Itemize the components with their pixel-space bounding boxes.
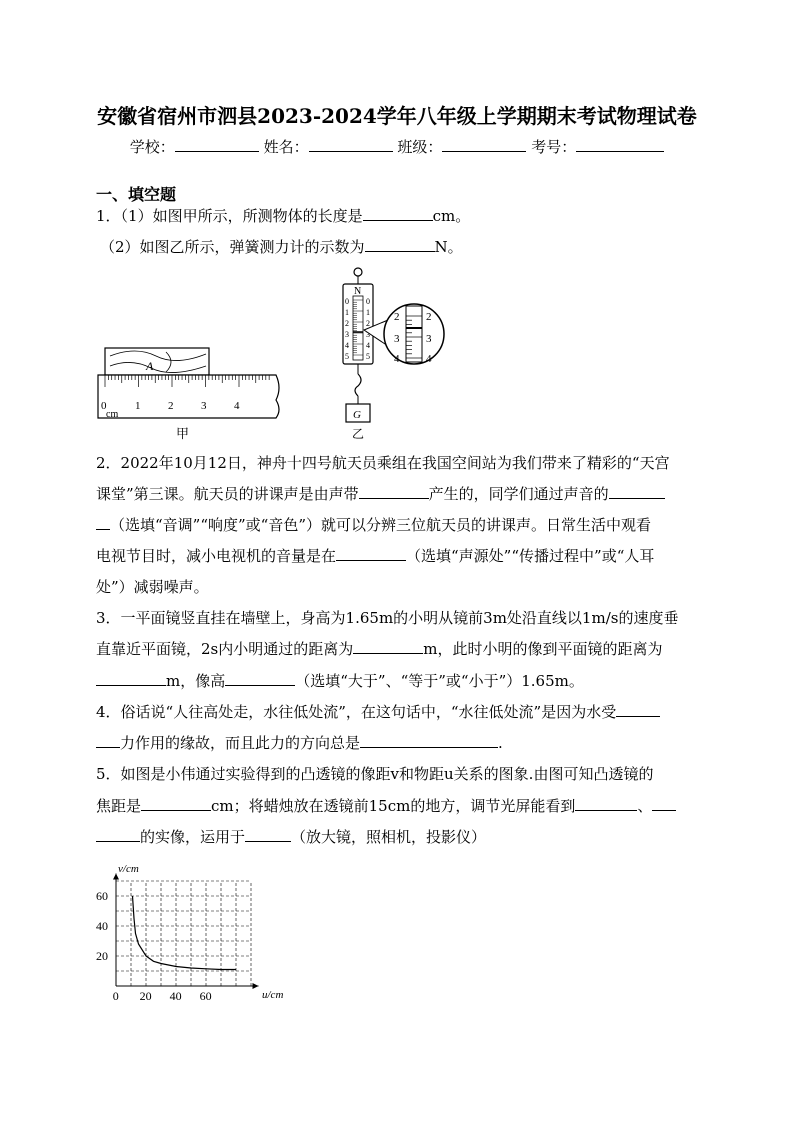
zoom-right-2: 2 — [426, 311, 432, 323]
q2-text4: 电视节目时，减小电视机的音量是在 — [96, 547, 337, 565]
q4-text2: 力作用的缘故，而且此力的方向总是 — [120, 734, 361, 752]
meter-right-4: 4 — [366, 341, 370, 350]
x-tick-label: 40 — [169, 989, 182, 1003]
x-tick-label: 0 — [112, 989, 119, 1003]
q5-answer-image-2a[interactable] — [652, 796, 676, 811]
q5-answer-use[interactable] — [245, 827, 291, 842]
q3-text: 直靠近平面镜，2s内小明通过的距离为 — [96, 640, 354, 658]
meter-unit: N — [354, 286, 362, 297]
q4-line1 — [96, 701, 660, 722]
q3-answer-3[interactable] — [225, 671, 295, 686]
ruler-unit: cm — [106, 409, 119, 420]
section-heading: 一、填空题 — [96, 185, 177, 204]
name-label: 姓名： — [263, 138, 309, 156]
q2-line1: 2．2022年10月12日，神舟十四号航天员乘组在我国空间站为我们带来了精彩的“天宫 — [96, 454, 670, 472]
ruler-tick-2: 2 — [168, 400, 174, 412]
block-label: A — [146, 359, 154, 373]
caption-right: 乙 — [352, 427, 365, 441]
meter-right-0: 0 — [366, 297, 370, 306]
y-tick-label: 40 — [96, 919, 108, 933]
q5-line1: 5．如图是小伟通过实验得到的凸透镜的像距v和物距u关系的图象.由图可知凸透镜的 — [96, 765, 654, 783]
school-blank[interactable] — [175, 137, 259, 152]
class-blank[interactable] — [442, 137, 526, 152]
q4-answer-1a[interactable] — [616, 702, 660, 717]
q3-line3 — [96, 670, 584, 691]
q3-text2: m，此时小明的像到平面镜的距离为 — [423, 640, 663, 658]
meter-right-1: 1 — [366, 308, 370, 317]
q2-line4 — [96, 545, 654, 566]
q5-text2: cm；将蜡烛放在透镜前15cm的地方，调节光屏能看到 — [211, 797, 576, 815]
name-blank[interactable] — [309, 137, 393, 152]
y-tick-label: 20 — [96, 949, 108, 963]
q3-line1: 3．一平面镜竖直挂在墙壁上，身高为1.65m的小明从镜前3m处沿直线以1m/s的速度垂 — [96, 609, 679, 627]
meter-right-2: 2 — [366, 319, 370, 328]
q3-line2 — [96, 638, 662, 659]
figure-ruler-spring-scale — [96, 262, 456, 442]
meter-left-0: 0 — [345, 297, 349, 306]
q5-sep: 、 — [637, 797, 653, 815]
q4-answer-1b[interactable] — [96, 733, 120, 748]
y-tick-label: 60 — [96, 889, 108, 903]
q1-unit: cm。 — [432, 207, 471, 225]
weight-label: G — [353, 409, 361, 421]
q1-answer-length[interactable] — [363, 206, 433, 221]
q2-answer-2a[interactable] — [609, 484, 665, 499]
vu-chart — [90, 856, 310, 1006]
y-axis-label: v/cm — [118, 863, 139, 875]
meter-left-3: 3 — [345, 330, 349, 339]
q5-line2 — [96, 795, 676, 816]
ruler — [98, 375, 279, 420]
q5-text: 焦距是 — [96, 797, 142, 815]
q3-answer-1[interactable] — [353, 639, 423, 654]
ruler-tick-1: 1 — [135, 400, 141, 412]
caption-left: 甲 — [176, 426, 190, 441]
q5-line3 — [96, 826, 486, 847]
q3-text3: m，像高 — [166, 672, 226, 690]
meter-right-3: 3 — [366, 330, 370, 339]
q2-answer-2b[interactable] — [96, 515, 110, 530]
q4-text: 4．俗话说“人往高处走，水往低处流”，在这句话中，“水往低处流”是因为水受 — [96, 703, 617, 721]
chart-series — [133, 896, 237, 970]
x-tick-label: 60 — [199, 989, 212, 1003]
q2-line5: 处”）减弱噪声。 — [96, 578, 209, 596]
q4-line2 — [96, 732, 503, 753]
school-label: 学校： — [129, 138, 175, 156]
meter-left-4: 4 — [345, 341, 349, 350]
spring-scale — [343, 268, 373, 441]
q2-answer-3[interactable] — [336, 546, 406, 561]
q3-text4: （选填“大于”、“等于”或“小于”）1.65m。 — [295, 672, 584, 690]
q1-line1 — [96, 205, 470, 226]
q5-text4: （放大镜，照相机，投影仪） — [291, 828, 487, 846]
zoom-circle — [384, 304, 444, 365]
q5-answer-image-2b[interactable] — [96, 827, 140, 842]
q2-text5: （选填“声源处”“传播过程中”或“人耳 — [406, 547, 655, 565]
zoom-right-3: 3 — [426, 333, 432, 345]
page-title: 安徽省宿州市泗县2023-2024学年八年级上学期期末考试物理试卷 — [97, 104, 697, 128]
zoom-left-2: 2 — [394, 311, 400, 323]
q1-unit2: N。 — [434, 238, 463, 256]
meter-left-2: 2 — [345, 319, 349, 328]
student-info — [0, 136, 794, 157]
zoom-left-4: 4 — [394, 353, 400, 365]
q3-answer-2[interactable] — [96, 671, 166, 686]
class-label: 班级： — [397, 138, 443, 156]
q1-text2: （2）如图乙所示，弹簧测力计的示数为 — [100, 238, 365, 256]
q5-text3: 的实像，运用于 — [140, 828, 246, 846]
q2-answer-1[interactable] — [359, 484, 429, 499]
q2-text3: （选填“音调”“响度”或“音色”）就可以分辨三位航天员的讲课声。日常生活中观看 — [110, 516, 652, 534]
ruler-tick-3: 3 — [201, 400, 207, 412]
x-axis-arrow — [253, 983, 259, 989]
x-tick-label: 20 — [139, 989, 152, 1003]
q1-answer-force[interactable] — [365, 237, 435, 252]
series-line-v-u — [133, 896, 237, 970]
zoom-right-4: 4 — [426, 353, 432, 365]
q2-text: 课堂”第三课。航天员的讲课声是由声带 — [96, 485, 359, 503]
q1-text: 1．（1）如图甲所示，所测物体的长度是 — [96, 207, 363, 225]
q1-line2 — [100, 236, 463, 257]
meter-left-1: 1 — [345, 308, 349, 317]
zoom-left-3: 3 — [394, 333, 400, 345]
q2-line3 — [96, 514, 651, 535]
meter-left-5: 5 — [345, 352, 349, 361]
chart-grid — [116, 881, 251, 986]
q5-answer-image-1[interactable] — [575, 796, 637, 811]
q2-text2: 产生的，同学们通过声音的 — [428, 485, 609, 503]
q4-period: . — [498, 734, 503, 752]
x-axis-label: u/cm — [262, 989, 284, 1001]
q5-answer-focal[interactable] — [141, 796, 211, 811]
block-a — [105, 348, 209, 375]
q2-line2 — [96, 483, 665, 504]
meter-right-5: 5 — [366, 352, 370, 361]
number-label: 考号： — [531, 138, 577, 156]
number-blank[interactable] — [576, 137, 664, 152]
ruler-tick-0: 0 — [101, 400, 107, 412]
q4-answer-2[interactable] — [360, 733, 498, 748]
ruler-tick-4: 4 — [234, 400, 240, 412]
